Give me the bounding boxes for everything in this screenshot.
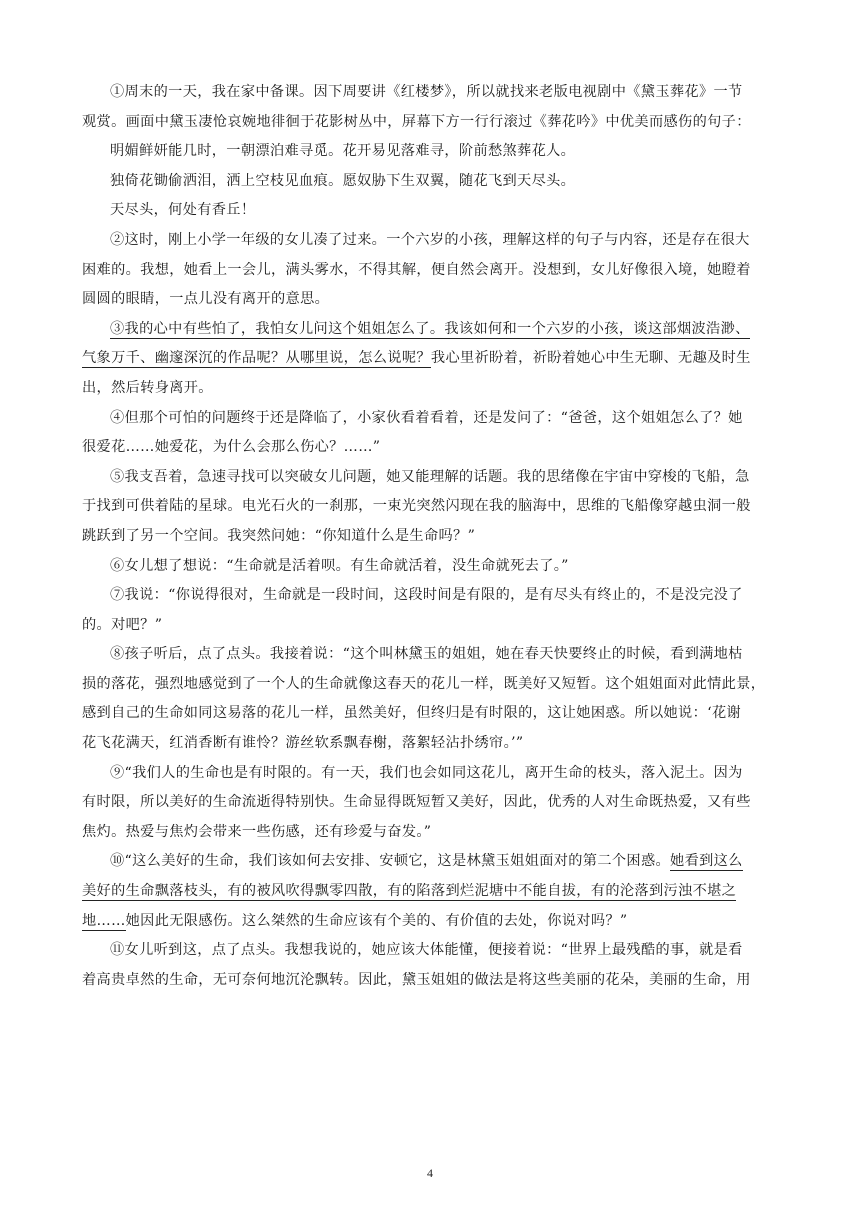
paragraph-4-line-2: 很爱花……她爱花，为什么会那么伤心？……” <box>82 439 381 456</box>
paragraph-9-line-1: ⑨“我们人的生命也是有时限的。有一天，我们也会如同这花儿，离开生命的枝头，落入泥土。因为 <box>110 764 743 781</box>
paragraph-7-line-2: 的。对吧？” <box>82 616 163 633</box>
paragraph-11-line-2: 着高贵卓然的生命，无可奈何地沉沦飘转。因此，黛玉姐姐的做法是将这些美丽的花朵，美丽的生命，用 <box>82 971 751 988</box>
paragraph-1-line-1: ①周末的一天，我在家中备课。因下周要讲《红楼梦》，所以就找来老版电视剧中《黛玉葬花》一节 <box>110 84 743 100</box>
paragraph-5-line-1: ⑤我支吾着，急速寻找可以突破女儿问题，她又能理解的话题。我的思绪像在宇宙中穿梭的飞船，急 <box>110 468 750 485</box>
paragraph-10-line-1 <box>82 852 782 882</box>
paragraph-8-line-4: 花飞花满天，红消香断有谁怜？游丝软系飘春榭，落絮轻沾扑绣帘。’” <box>82 735 524 752</box>
paragraph-10-line-2 <box>82 882 782 912</box>
paragraph-3-line-1 <box>82 320 782 350</box>
paragraph-1-line-2: 观赏。画面中黛玉凄怆哀婉地徘徊于花影树丛中，屏幕下方一行行滚过《葬花吟》中优美而感伤的句子： <box>82 113 751 130</box>
underlined-text: 气象万千、幽邃深沉的作品呢？从哪里说，怎么说呢？ <box>82 350 431 367</box>
paragraph-9-line-2: 有时限，所以美好的生命流逝得特别快。生命显得既短暂又美好，因此，优秀的人对生命既热爱，又有些 <box>82 794 751 811</box>
poem-line-2: 独倚花锄偷洒泪，洒上空枝见血痕。愿奴胁下生双翼，随花飞到天尽头。 <box>110 172 576 189</box>
paragraph-10-line-3 <box>82 912 782 942</box>
paragraph-7-line-1: ⑦我说：“你说得很对，生命就是一段时间，这段时间是有限的，是有尽头有终止的，不是没完没了 <box>110 587 743 604</box>
paragraph-3-line-3 <box>82 379 782 409</box>
plain-text: 我心里祈盼着，祈盼着她心中生无聊、无趣及时生 <box>430 350 751 367</box>
plain-text: 她因此无限感伤。这么桀然的生命应该有个美的、有价值的去处，你说对吗？” <box>125 912 628 929</box>
paragraph-3-line-2 <box>82 349 782 379</box>
paragraph-2-line-3: 圆圆的眼睛，一点儿没有离开的意思。 <box>82 291 330 308</box>
paragraph-8-line-1: ⑧孩子听后，点了点头。我接着说：“这个叫林黛玉的姐姐，她在春天快要终止的时候，看到满地枯 <box>110 646 743 663</box>
poem-line-1: 明媚鲜妍能几时，一朝漂泊难寻觅。花开易见落难寻，阶前愁煞葬花人。 <box>110 143 576 160</box>
plain-text: 出，然后转身离开。 <box>82 379 213 396</box>
paragraph-9-line-3: 焦灼。热爱与焦灼会带来一些伤感，还有珍爱与奋发。” <box>82 823 432 840</box>
paragraph-2-line-2: 困难的。我想，她看上一会儿，满头雾水，不得其解，便自然会离开。没想到，女儿好像很入境，她瞪着 <box>82 261 751 278</box>
article-body <box>82 83 782 1000</box>
poem-line-3: 天尽头，何处有香丘！ <box>110 202 256 219</box>
plain-text: ⑩“这么美好的生命，我们该如何去安排、安顿它，这是林黛玉姐姐面对的第二个困惑。 <box>110 853 671 870</box>
paragraph-8-line-2: 损的落花，强烈地感觉到了一个人的生命就像这春天的花儿一样，既美好又短暂。这个姐姐面对此情此景， <box>82 675 766 692</box>
paragraph-2-line-1: ②这时，刚上小学一年级的女儿凑了过来。一个六岁的小孩，理解这样的句子与内容，还是存在很大 <box>110 231 750 248</box>
underlined-text: 她看到这么 <box>670 853 743 870</box>
underlined-text: 地…… <box>82 912 126 929</box>
paragraph-11-line-1: ⑪女儿听到这，点了点头。我想我说的，她应该大体能懂，便接着说：“世界上最残酷的事，就是看 <box>110 942 743 959</box>
paragraph-8-line-3: 感到自己的生命如同这易落的花儿一样，虽然美好，但终归是有时限的，这让她困惑。所以她说：‘花谢 <box>82 705 742 722</box>
paragraph-5-line-2: 于找到可供着陆的星球。电光石火的一刹那，一束光突然闪现在我的脑海中，思维的飞船像穿越虫洞一般 <box>82 498 751 515</box>
page-number: 4 <box>427 1166 433 1180</box>
paragraph-5-line-3: 跳跃到了另一个空间。我突然问她：“你知道什么是生命吗？” <box>82 527 476 544</box>
paragraph-6-line-1: ⑥女儿想了想说：“生命就是活着呗。有生命就活着，没生命就死去了。” <box>110 557 569 574</box>
underlined-text: ③我的心中有些怕了，我怕女儿问这个姐姐怎么了。我该如何和一个六岁的小孩，谈这部烟波浩渺、 <box>110 320 750 337</box>
underlined-text: 美好的生命飘落枝头，有的被风吹得飘零四散，有的陷落到烂泥塘中不能自拔，有的沦落到污浊不堪之 <box>82 883 737 900</box>
paragraph-4-line-1: ④但那个可怕的问题终于还是降临了，小家伙看着看着，还是发问了：“爸爸，这个姐姐怎么了？她 <box>110 409 743 426</box>
